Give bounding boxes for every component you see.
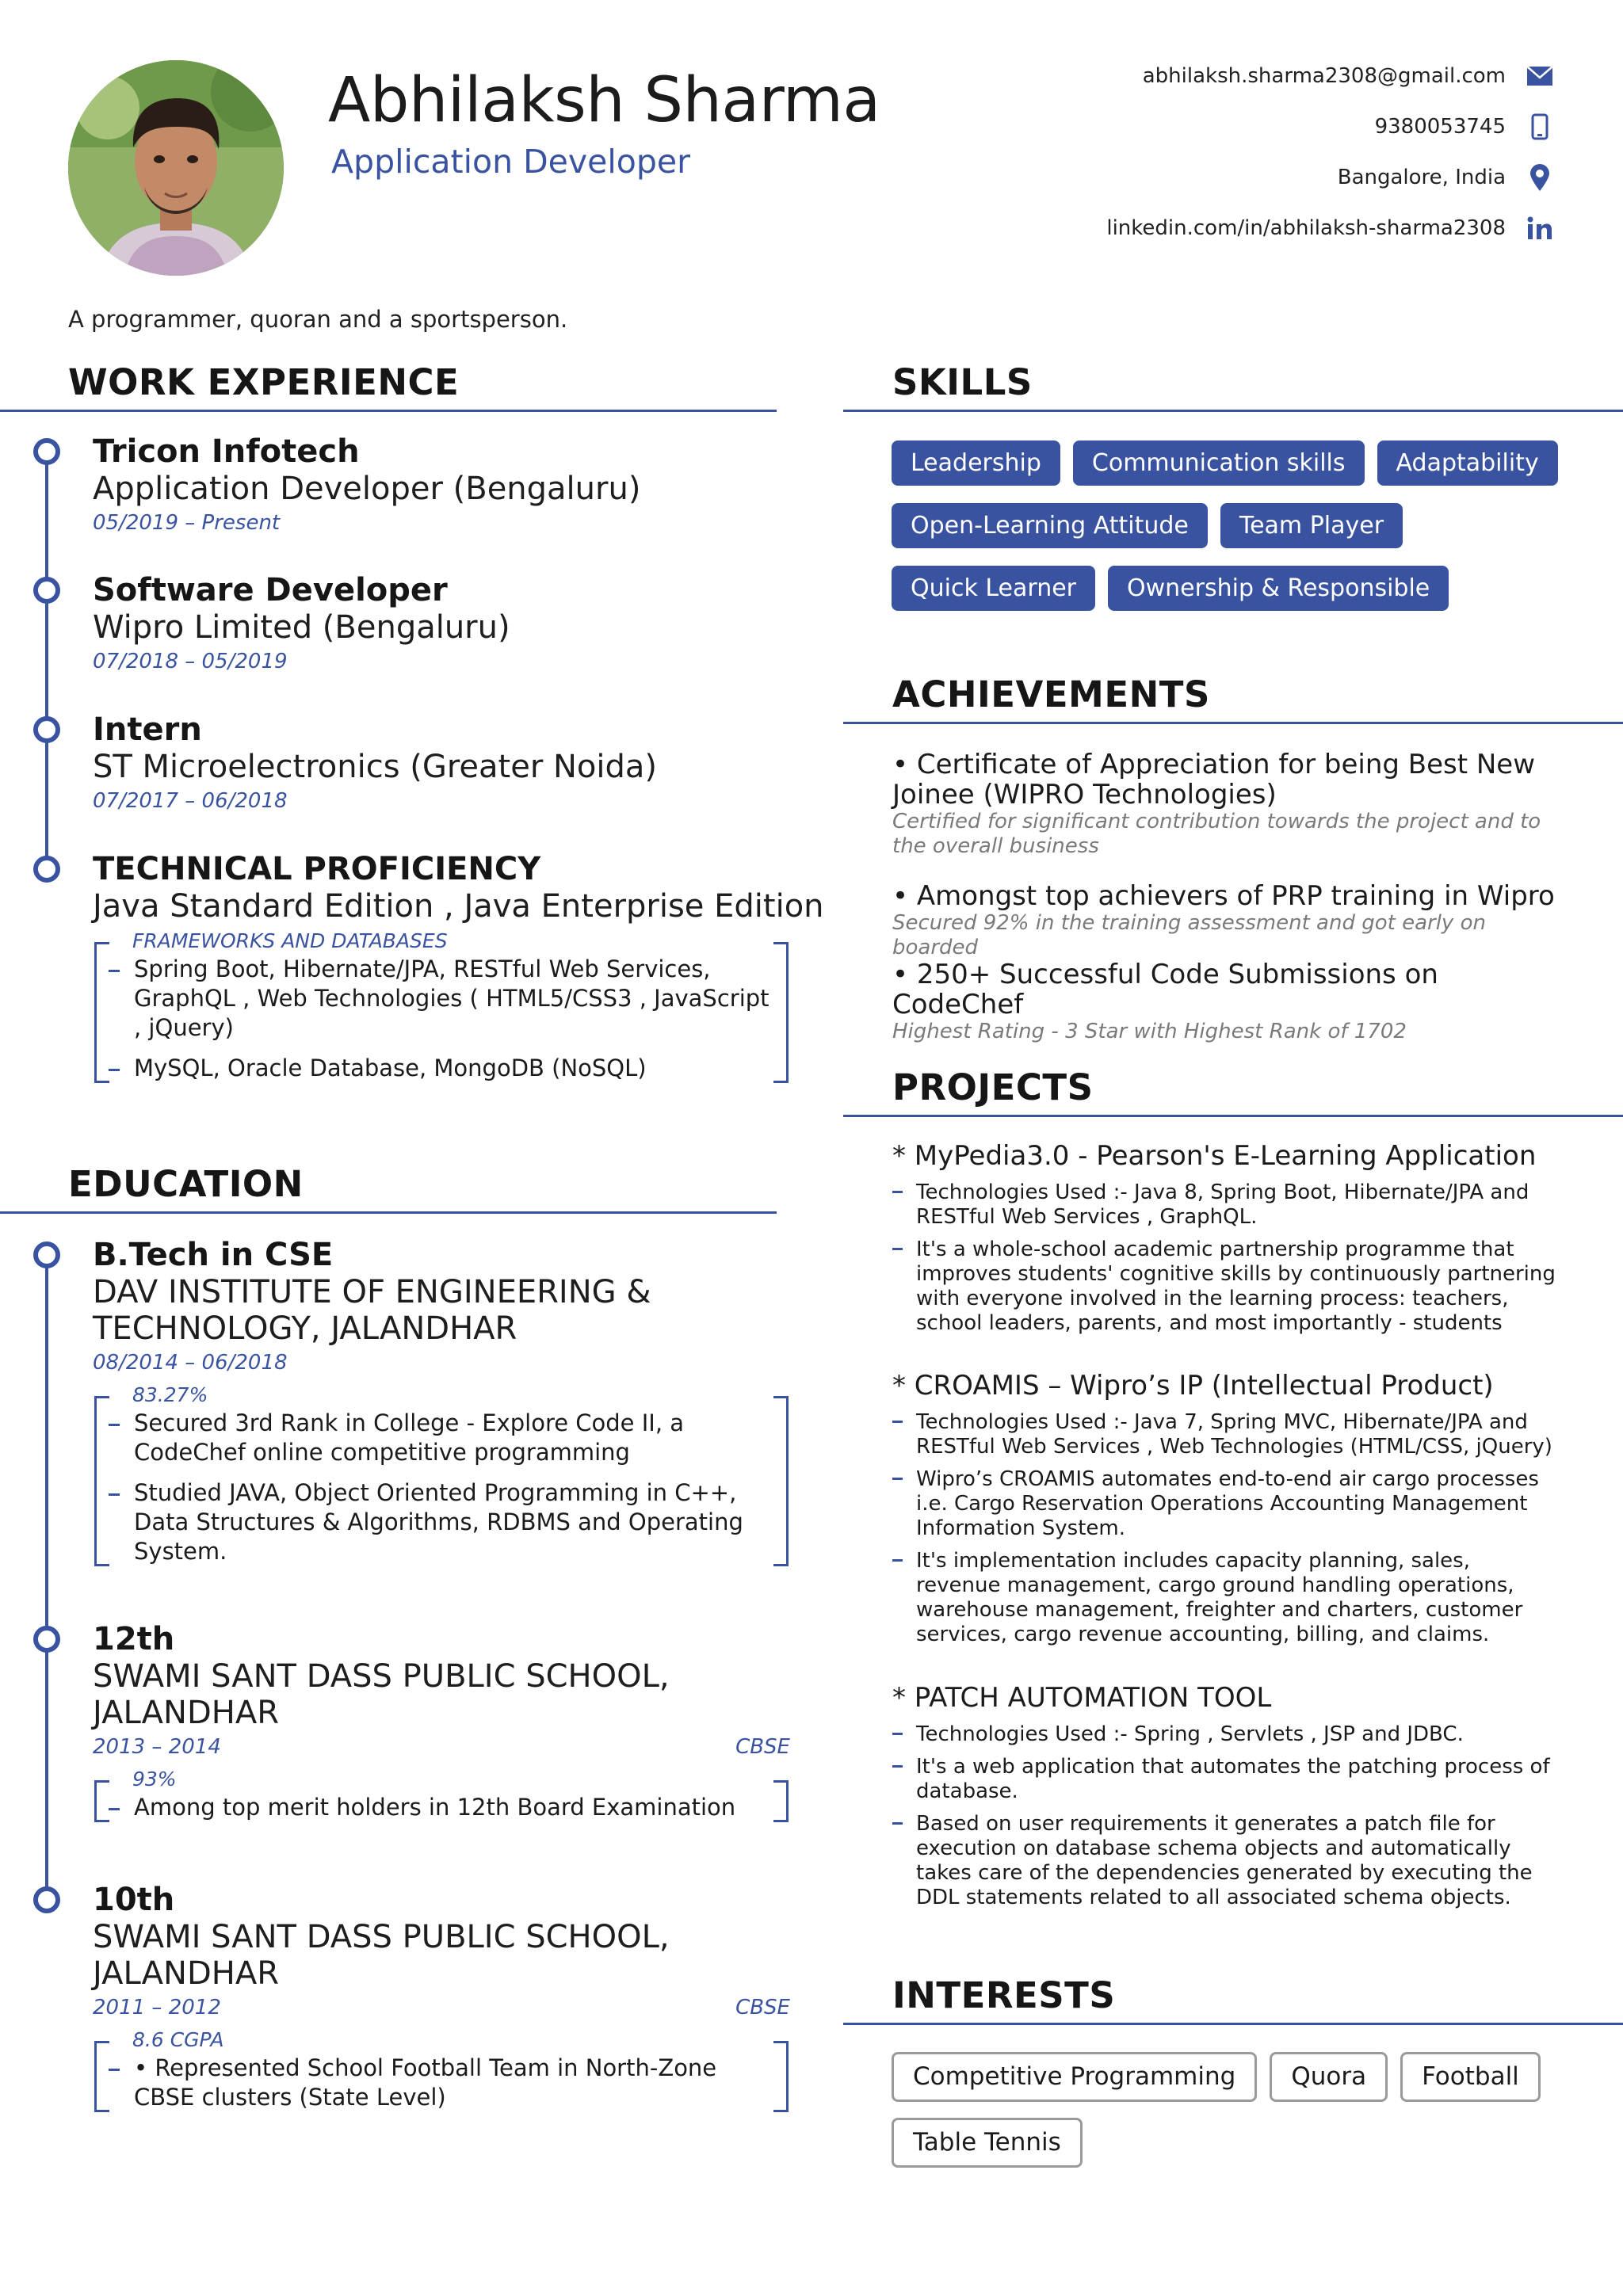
bracket-right [773,2041,789,2112]
project-title: * CROAMIS – Wipro’s IP (Intellectual Product) [892,1370,1494,1402]
section-divider [0,1211,777,1214]
skill-tag: Ownership & Responsible [1108,566,1449,611]
list-item: Among top merit holders in 12th Board Examination [134,1793,769,1822]
education-dates [93,1731,790,1763]
work-company: Software Developer [93,572,448,608]
interest-tag: Football [1400,2052,1541,2102]
skill-tag: Team Player [1220,503,1403,548]
section-divider [843,2023,1623,2025]
timeline-dot [33,1886,60,1913]
achievement-title: • Certificate of Appreciation for being Best New Joinee (WIPRO Technologies) [892,749,1536,810]
work-position: Wipro Limited (Bengaluru) [93,609,510,646]
section-title-skills: SKILLS [892,361,1033,403]
achievement-item [892,959,1558,1044]
contact-email[interactable] [1143,52,1553,100]
project-detail: Wipro’s CROAMIS automates end-to-end air cargo processes i.e. Cargo Reservation Operations Accounting Management Information System. [892,1467,1558,1541]
project-item [892,1139,1558,1336]
timeline-dot [33,1626,60,1653]
skill-tag: Adaptability [1377,441,1558,486]
interest-tag: Table Tennis [892,2118,1083,2168]
skill-tag: Leadership [892,441,1060,486]
timeline-line [45,456,48,870]
date-range: 2013 – 2014 [93,1735,221,1759]
skill-tag: Quick Learner [892,566,1095,611]
work-entry [93,433,790,539]
education-dates [93,1992,790,2023]
project-item [892,1369,1558,1647]
bracket-heading: 83.27% [132,1383,208,1406]
phone-text: 9380053745 [1374,115,1506,139]
profile-photo [68,60,284,276]
section-title-work: WORK EXPERIENCE [68,361,460,403]
degree-title: 10th [93,1882,175,1918]
list-item: • Represented School Football Team in North-Zone CBSE clusters (State Level) [134,2054,769,2112]
email-icon [1526,63,1553,90]
avatar [68,60,284,276]
institution-name: SWAMI SANT DASS PUBLIC SCHOOL, JALANDHAR [93,1919,670,1992]
location-icon [1526,164,1553,191]
section-divider [843,722,1623,724]
section-title-projects: PROJECTS [892,1066,1094,1108]
date-range: 2011 – 2012 [93,1996,221,2019]
list-item: Studied JAVA, Object Oriented Programming in C++, Data Structures & Algorithms, RDBMS and Operating System. [134,1478,769,1566]
candidate-role: Application Developer [331,143,690,181]
work-entry [93,711,790,817]
achievement-description: Certified for significant contribution towards the project and to the overall business [892,810,1541,858]
project-detail: Technologies Used :- Java 7, Spring MVC, Hibernate/JPA and RESTful Web Services , Web Technologies (HTML/CSS, jQuery) [892,1410,1558,1459]
degree-title: B.Tech in CSE [93,1237,334,1273]
project-item [892,1681,1558,1910]
detail-bracket [93,928,790,1083]
timeline-dot [33,438,60,465]
education-entry [93,1236,790,1568]
achievement-description: Secured 92% in the training assessment and got early on boarded [892,911,1486,959]
bracket-heading: FRAMEWORKS AND DATABASES [132,929,448,952]
interest-tag: Quora [1270,2052,1388,2102]
achievement-title: • 250+ Successful Code Submissions on CodeChef [892,959,1438,1020]
institution-name: SWAMI SANT DASS PUBLIC SCHOOL, JALANDHAR [93,1658,670,1731]
education-entry [93,1620,790,1824]
bracket-heading: 93% [132,1768,177,1791]
bracket-left [94,1396,109,1566]
work-dates: 05/2019 – Present [93,511,281,535]
timeline-dot [33,856,60,883]
bracket-left [94,2041,109,2112]
section-title-achievements: ACHIEVEMENTS [892,673,1210,715]
list-item: Secured 3rd Rank in College - Explore Code II, a CodeChef online competitive programming [134,1409,769,1467]
section-title-education: EDUCATION [68,1163,304,1205]
work-company: Tricon Infotech [93,433,360,470]
project-detail: Technologies Used :- Spring , Servlets , JSP and JDBC. [892,1722,1558,1747]
degree-title: 12th [93,1621,175,1657]
section-title-interests: INTERESTS [892,1974,1116,2016]
project-detail: It's a whole-school academic partnership programme that improves students' cognitive skills by continuously partnering with everyone involved in the learning process: teachers, school leaders, parents, and most importantly - students [892,1238,1558,1336]
skill-tag: Open-Learning Attitude [892,503,1208,548]
date-range: 08/2014 – 06/2018 [93,1351,288,1375]
work-position: Java Standard Edition , Java Enterprise Edition [93,888,824,925]
detail-bracket [93,1766,790,1822]
timeline-dot [33,577,60,604]
interests-list [892,2052,1573,2168]
skills-list [892,441,1573,611]
work-position: Application Developer (Bengaluru) [93,471,641,507]
bracket-heading: 8.6 CGPA [132,2028,224,2051]
project-detail: It's a web application that automates the patching process of database. [892,1755,1558,1804]
section-divider [0,410,777,412]
list-item: Spring Boot, Hibernate/JPA, RESTful Web Services, GraphQL , Web Technologies ( HTML5/CSS3 , JavaScript , jQuery) [134,955,769,1041]
skill-tag: Communication skills [1073,441,1365,486]
interest-tag: Competitive Programming [892,2052,1257,2102]
timeline-dot [33,716,60,743]
profile-summary: A programmer, quoran and a sportsperson. [68,306,568,333]
timeline-dot [33,1241,60,1268]
candidate-name: Abhilaksh Sharma [328,65,880,136]
linkedin-icon [1526,215,1553,242]
project-detail: Technologies Used :- Java 8, Spring Boot, Hibernate/JPA and RESTful Web Services , GraphQL. [892,1180,1558,1230]
phone-icon [1526,113,1553,140]
work-company: TECHNICAL PROFICIENCY [93,851,541,887]
contact-phone[interactable] [1375,103,1553,151]
project-detail: Based on user requirements it generates a patch file for execution on database schema objects and automatically takes care of the dependencies generated by executing the DDL statements related to all associated schema objects. [892,1812,1558,1910]
email-text: abhilaksh.sharma2308@gmail.com [1142,64,1506,88]
detail-bracket [93,1382,790,1566]
bracket-right [773,1780,789,1822]
work-company: Intern [93,711,202,748]
achievement-title: • Amongst top achievers of PRP training in Wipro [892,880,1555,912]
detail-bracket [93,2027,790,2112]
list-item: MySQL, Oracle Database, MongoDB (NoSQL) [134,1054,769,1083]
contact-location[interactable] [1338,154,1553,201]
work-dates: 07/2018 – 05/2019 [93,650,288,673]
contact-linkedin[interactable] [1106,204,1553,252]
section-divider [843,1115,1623,1117]
location-text: Bangalore, India [1337,166,1506,189]
bracket-left [94,942,109,1083]
project-title: * PATCH AUTOMATION TOOL [892,1682,1272,1714]
achievement-item [892,881,1558,960]
work-entry-technical [93,850,824,1085]
work-position: ST Microelectronics (Greater Noida) [93,749,658,785]
achievement-item [892,749,1558,859]
work-dates: 07/2017 – 06/2018 [93,789,288,813]
education-dates [93,1347,790,1379]
work-entry [93,571,790,677]
institution-name: DAV INSTITUTE OF ENGINEERING & TECHNOLOGY, JALANDHAR [93,1274,651,1347]
bracket-right [773,1396,789,1566]
project-title: * MyPedia3.0 - Pearson's E-Learning Application [892,1140,1537,1172]
education-entry [93,1881,790,2114]
bracket-left [94,1780,109,1822]
board-name: CBSE [735,1735,790,1759]
achievement-description: Highest Rating - 3 Star with Highest Rank of 1702 [892,1020,1407,1043]
section-divider [843,410,1623,412]
timeline-line [45,1260,48,1905]
linkedin-text: linkedin.com/in/abhilaksh-sharma2308 [1106,216,1506,240]
bracket-right [773,942,789,1083]
board-name: CBSE [735,1996,790,2019]
project-detail: It's implementation includes capacity planning, sales, revenue management, cargo ground handling operations, warehouse management, freighter and charters, customer services, cargo revenue accounting, billing, and claims. [892,1549,1558,1647]
